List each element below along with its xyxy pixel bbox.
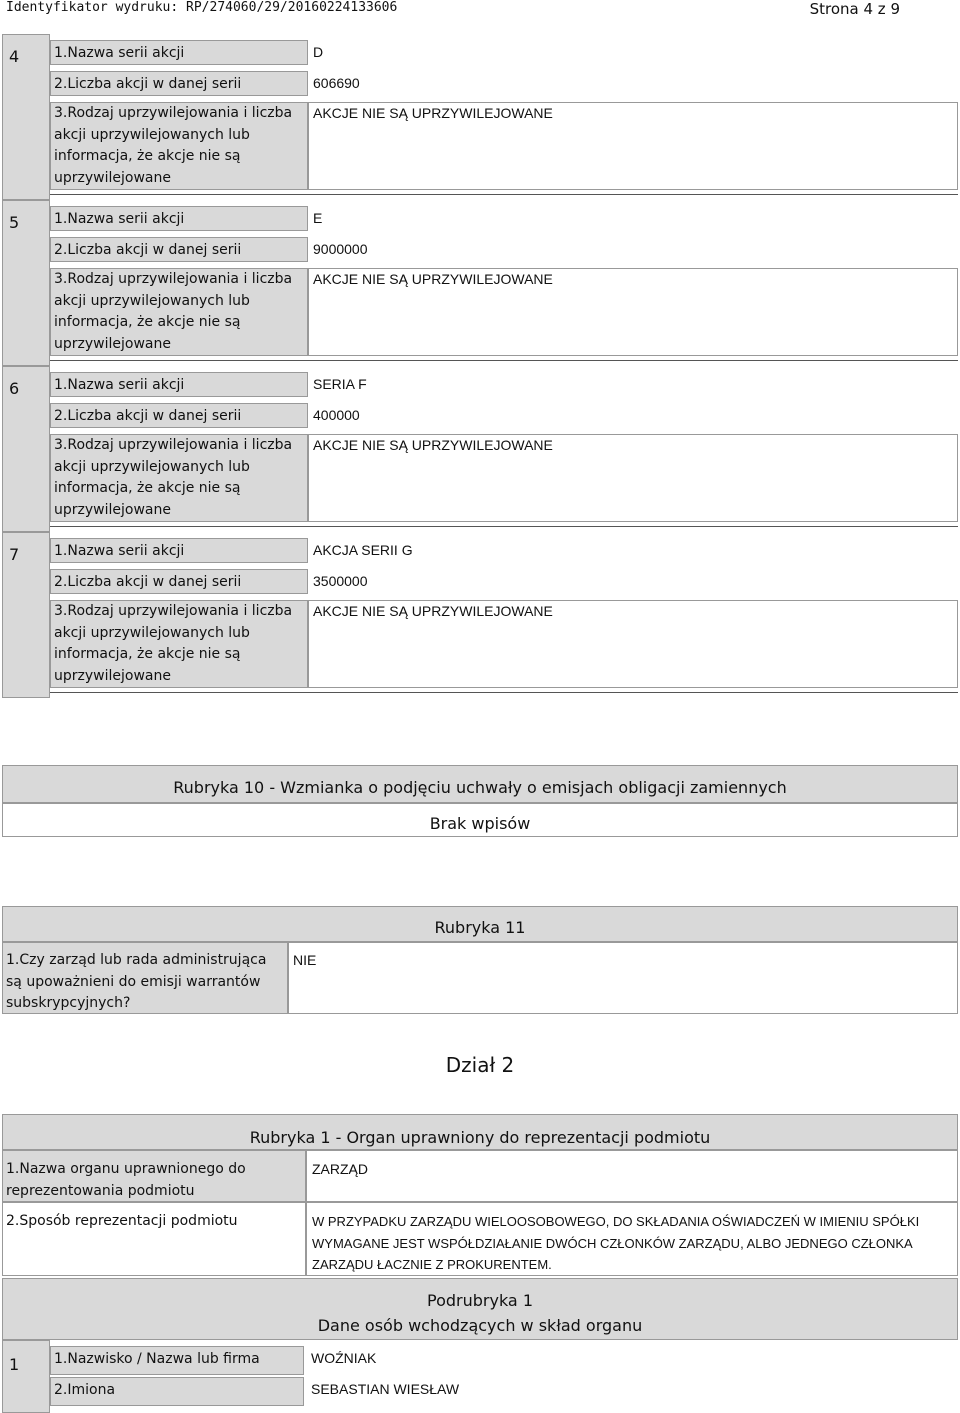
series-separator xyxy=(50,194,958,195)
podrubryka1-subtitle: Dane osób wchodzących w skład organu xyxy=(317,1316,643,1335)
series-number-cell: 4 xyxy=(2,34,50,200)
series-priv-value: AKCJE NIE SĄ UPRZYWILEJOWANE xyxy=(308,434,958,522)
series-count-label: 2.Liczba akcji w danej serii xyxy=(50,237,308,262)
series-name-label: 1.Nazwa serii akcji xyxy=(50,372,308,397)
rubryka11-header xyxy=(2,906,958,942)
series-priv-value: AKCJE NIE SĄ UPRZYWILEJOWANE xyxy=(308,600,958,688)
series-name-label: 1.Nazwa serii akcji xyxy=(50,40,308,65)
rubryka1-title: Rubryka 1 - Organ uprawniony do reprezentacji podmiotu xyxy=(249,1128,711,1147)
names-value-cell: SEBASTIAN WIESŁAW xyxy=(311,1381,460,1397)
series-count-value: 606690 xyxy=(313,75,360,91)
series-name-label: 1.Nazwa serii akcji xyxy=(50,538,308,563)
surname-value-cell: WOŹNIAK xyxy=(311,1350,377,1366)
series-count-label: 2.Liczba akcji w danej serii xyxy=(50,403,308,428)
surname-label-cell: 1.Nazwisko / Nazwa lub firma xyxy=(50,1346,304,1375)
page-number: Strona 4 z 9 xyxy=(809,0,900,18)
organ-value-cell: ZARZĄD xyxy=(306,1150,958,1202)
rubryka11-question-value: NIE xyxy=(288,942,958,1014)
series-separator xyxy=(50,360,958,361)
series-name-value: SERIA F xyxy=(313,376,367,392)
series-number-cell: 6 xyxy=(2,366,50,532)
series-name-value: D xyxy=(313,44,324,60)
organ-label-cell: 1.Nazwa organu uprawnionego do reprezentowania podmiotu xyxy=(2,1150,306,1202)
names-label-cell: 2.Imiona xyxy=(50,1377,304,1406)
series-priv-label: 3.Rodzaj uprzywilejowania i liczba akcji uprzywilejowanych lub informacja, że akcje nie są uprzywilejowane xyxy=(50,102,308,190)
series-priv-label: 3.Rodzaj uprzywilejowania i liczba akcji uprzywilejowanych lub informacja, że akcje nie są uprzywilejowane xyxy=(50,268,308,356)
series-name-value: E xyxy=(313,210,323,226)
series-separator xyxy=(50,526,958,527)
series-count-value: 400000 xyxy=(313,407,360,423)
sposob-value-cell: W PRZYPADKU ZARZĄDU WIELOOSOBOWEGO, DO SKŁADANIA OŚWIADCZEŃ W IMIENIU SPÓŁKI WYMAGANE JEST WSPÓŁDZIAŁANIE DWÓCH CZŁONKÓW ZARZĄDU, ALBO JEDNEGO CZŁONKA ZARZĄDU ŁACZNIE Z PROKURENTEM. xyxy=(306,1202,958,1276)
rubryka11-question-label: 1.Czy zarząd lub rada administrująca są upoważnieni do emisji warrantów subskrypcyjnych? xyxy=(2,942,288,1014)
print-identifier: Identyfikator wydruku: RP/274060/29/20160224133606 xyxy=(6,0,398,15)
rubryka10-title: Rubryka 10 - Wzmianka o podjęciu uchwały o emisjach obligacji zamiennych xyxy=(173,778,787,797)
person-number-cell: 1 xyxy=(2,1340,50,1413)
rubryka1-header xyxy=(2,1114,958,1150)
rubryka10-header xyxy=(2,765,958,803)
rubryka11-title: Rubryka 11 xyxy=(434,918,526,937)
series-priv-label: 3.Rodzaj uprzywilejowania i liczba akcji uprzywilejowanych lub informacja, że akcje nie są uprzywilejowane xyxy=(50,600,308,688)
series-count-label: 2.Liczba akcji w danej serii xyxy=(50,569,308,594)
series-count-value: 9000000 xyxy=(313,241,368,257)
series-count-label: 2.Liczba akcji w danej serii xyxy=(50,71,308,96)
podrubryka1-title: Podrubryka 1 xyxy=(427,1291,533,1310)
series-number-cell: 7 xyxy=(2,532,50,698)
dzial2-title: Dział 2 xyxy=(445,1053,515,1077)
sposob-label-cell: 2.Sposób reprezentacji podmiotu xyxy=(2,1202,306,1276)
series-name-value: AKCJA SERII G xyxy=(313,542,413,558)
series-count-value: 3500000 xyxy=(313,573,368,589)
series-priv-label: 3.Rodzaj uprzywilejowania i liczba akcji uprzywilejowanych lub informacja, że akcje nie są uprzywilejowane xyxy=(50,434,308,522)
rubryka10-empty: Brak wpisów xyxy=(429,814,531,833)
series-priv-value: AKCJE NIE SĄ UPRZYWILEJOWANE xyxy=(308,268,958,356)
rubryka10-body xyxy=(2,803,958,837)
podrubryka1-header xyxy=(2,1278,958,1340)
series-priv-value: AKCJE NIE SĄ UPRZYWILEJOWANE xyxy=(308,102,958,190)
series-name-label: 1.Nazwa serii akcji xyxy=(50,206,308,231)
series-number-cell: 5 xyxy=(2,200,50,366)
series-separator xyxy=(50,692,958,693)
